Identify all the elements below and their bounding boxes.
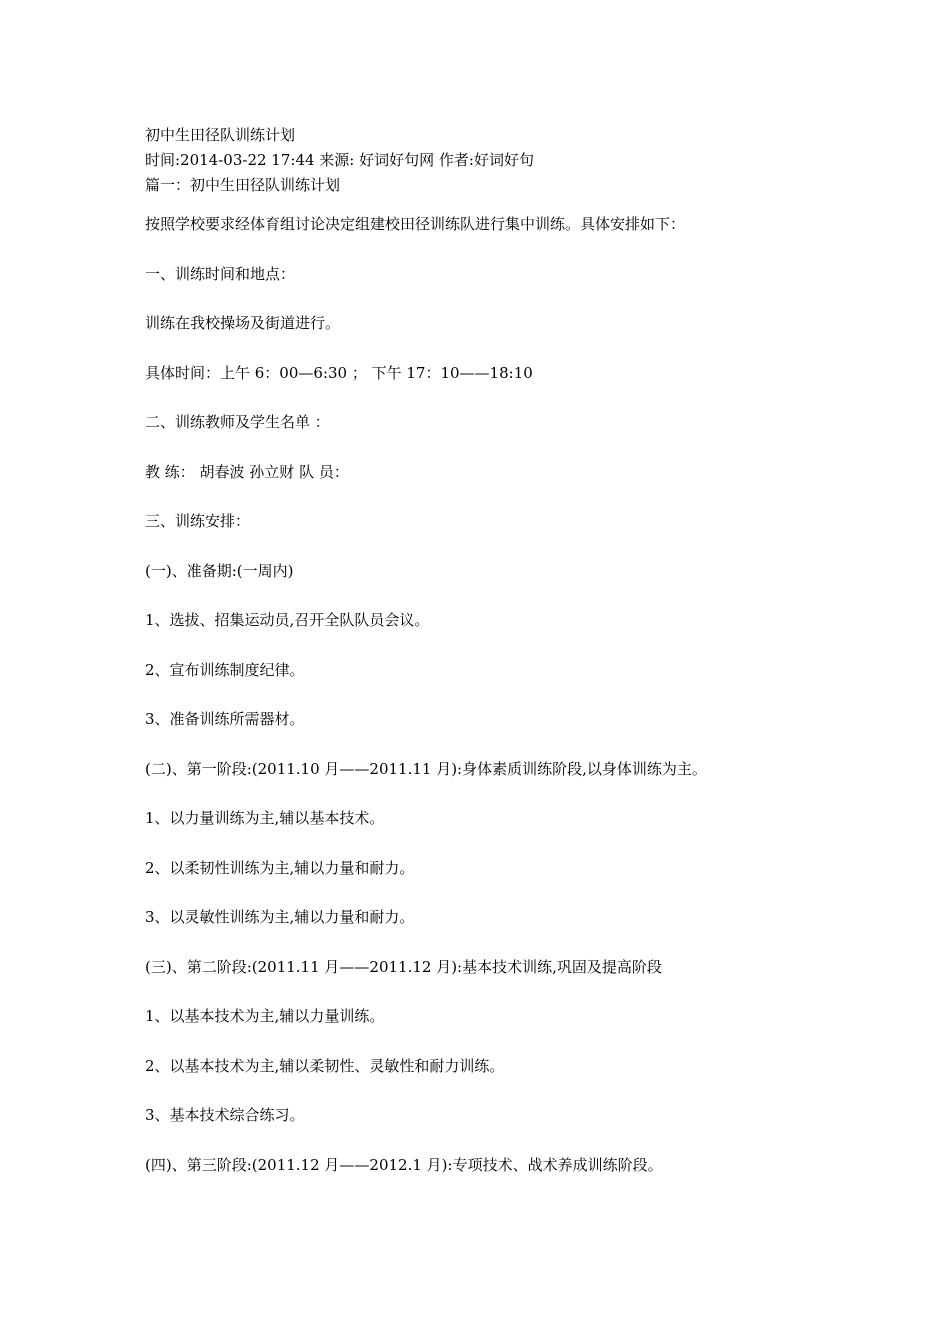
list-item: 1、选拔、招集运动员,召开全队队员会议。	[145, 611, 430, 629]
paragraph-coaches: 教 练： 胡春波 孙立财 队 员：	[145, 462, 349, 481]
list-item: 2、以基本技术为主,辅以柔韧性、灵敏性和耐力训练。	[145, 1056, 505, 1075]
list-item: 3、基本技术综合练习。	[145, 1106, 305, 1124]
document-page	[145, 123, 845, 1204]
document-meta: 时间:2014-03-22 17:44 来源: 好词好句网 作者:好词好句	[145, 151, 534, 169]
list-item: 1、以基本技术为主,辅以力量训练。	[145, 1007, 385, 1025]
section-heading-arrangement: 三、训练安排：	[145, 512, 251, 530]
list-item: 1、以力量训练为主,辅以基本技术。	[145, 809, 385, 827]
phase-heading: (三)、第二阶段:(2011.11 月——2011.12 月):基本技术训练,巩固及提高阶段	[145, 957, 662, 976]
paragraph-schedule: 具体时间：上午 6：00—6:30 ； 下午 17：10——18:10	[145, 363, 533, 382]
section-heading-roster: 二、训练教师及学生名单 ：	[145, 413, 330, 431]
document-title: 初中生田径队训练计划	[145, 126, 296, 144]
paragraph: 训练在我校操场及街道进行。	[145, 314, 341, 332]
document-body	[145, 214, 845, 1175]
phase-heading: (二)、第一阶段:(2011.10 月——2011.11 月):身体素质训练阶段,以身体训练为主。	[145, 759, 707, 778]
list-item: 3、准备训练所需器材。	[145, 710, 305, 728]
section-heading-time-place: 一、训练时间和地点：	[145, 264, 296, 283]
chapter-heading: 篇一：初中生田径队训练计划	[145, 176, 341, 194]
list-item: 3、以灵敏性训练为主,辅以力量和耐力。	[145, 908, 415, 926]
list-item: 2、以柔韧性训练为主,辅以力量和耐力。	[145, 858, 415, 877]
list-item: 2、宣布训练制度纪律。	[145, 660, 305, 679]
phase-heading: (四)、第三阶段:(2011.12 月——2012.1 月):专项技术、战术养成训练阶段。	[145, 1155, 663, 1174]
phase-heading: (一)、准备期:(一周内)	[145, 561, 294, 580]
document-header	[145, 123, 845, 198]
paragraph-intro: 按照学校要求经体育组讨论决定组建校田径训练队进行集中训练。具体安排如下：	[145, 215, 686, 233]
